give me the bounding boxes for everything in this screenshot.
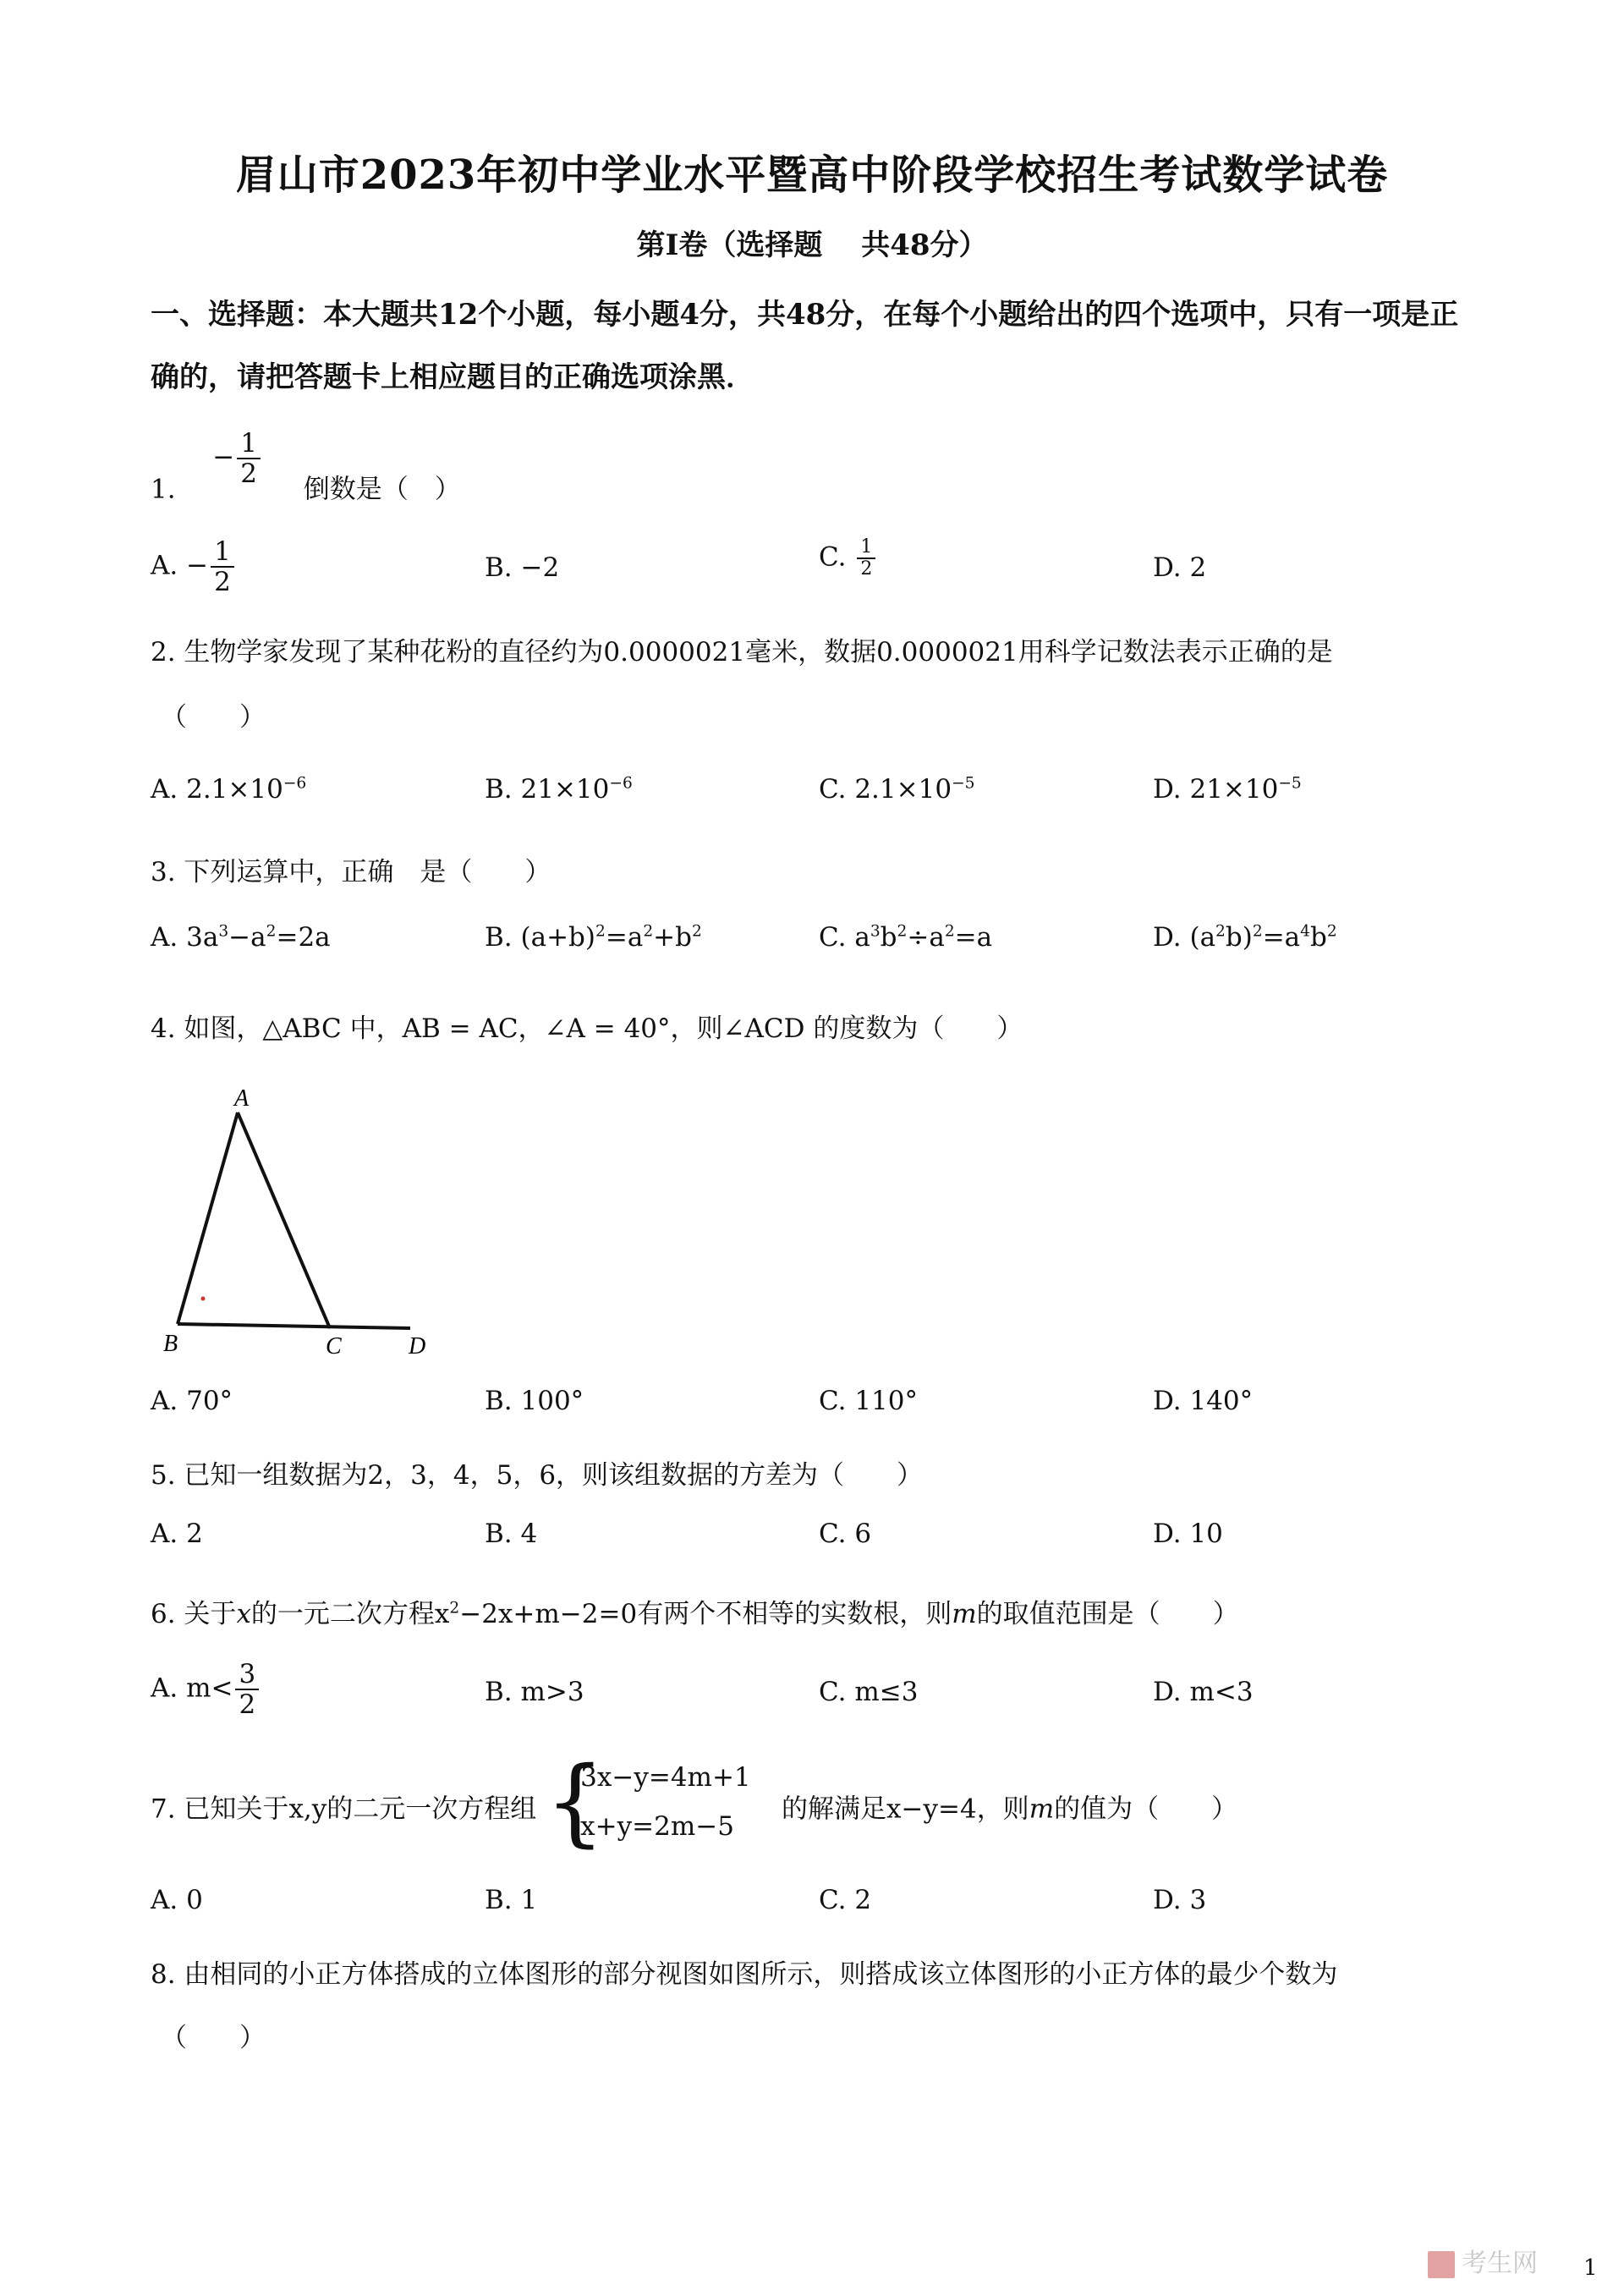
label-b: B — [163, 1331, 178, 1357]
equation-1: 3x−y=4m+1 — [580, 1762, 751, 1793]
option-d: D. 10 — [1153, 1519, 1223, 1549]
question-8-answer-blank: （ ） — [161, 2023, 266, 2053]
question-2-answer-blank: （ ） — [161, 702, 266, 733]
equation-system — [545, 1747, 773, 1857]
question-8: 8. 由相同的小正方体搭成的立体图形的部分视图如图所示，则搭成该立体图形的小正方体的最少个数为 — [151, 1959, 1338, 1990]
option-c: C. $\frac{1}{2}$ — [819, 537, 878, 579]
question-2: 2. 生物学家发现了某种花粉的直径约为0.0000021毫米，数据0.0000021用科学记数法表示正确的是 — [151, 637, 1333, 667]
page-number: 1 — [1583, 2255, 1598, 2281]
question-1-fraction: − $\frac{1}{2}$ — [212, 429, 263, 488]
option-a: A. $2.1\times 10^{-6}$ — [151, 774, 307, 805]
option-b: B. 4 — [485, 1519, 538, 1549]
option-b: B. 100° — [485, 1386, 584, 1416]
page-title: 眉山市2023年初中学业水平暨高中阶段学校招生考试数学试卷 — [235, 151, 1389, 199]
question-number: 1. — [151, 474, 176, 505]
question-5: 5. 已知一组数据为2，3，4，5，6，则该组数据的方差为（ ） — [151, 1460, 924, 1491]
question-6: 6. 关于x的一元二次方程$x^2-2x+m-2=0$有两个不相等的实数根，则m的取值范围是（ ） — [151, 1599, 1239, 1629]
label-d: D — [409, 1333, 426, 1359]
option-a: A. 2 — [151, 1519, 203, 1549]
option-b: B. $21\times 10^{-6}$ — [485, 774, 633, 805]
question-7: 7. 已知关于x,y的二元一次方程组 { 3x−y=4m+1 x+y=2m−5 的解满足x−y=4，则m的值为（ ） — [151, 1747, 1238, 1857]
option-b: B. m>3 — [485, 1677, 584, 1707]
question-1 — [151, 428, 461, 520]
option-a: A. 0 — [151, 1885, 203, 1915]
logo-icon — [1428, 2251, 1455, 2278]
option-a: A. 70° — [151, 1386, 233, 1416]
equation-2: x+y=2m−5 — [580, 1811, 734, 1842]
side-ab — [178, 1112, 238, 1324]
option-b: B. 1 — [485, 1885, 538, 1915]
option-c: C. 6 — [819, 1519, 872, 1549]
option-d: D. $(a^2b)^2=a^4b^2$ — [1153, 922, 1337, 953]
option-d: D. 140° — [1153, 1386, 1254, 1416]
option-a: A. − $\frac{1}{2}$ — [151, 537, 237, 596]
option-d: D. $21\times 10^{-5}$ — [1153, 774, 1302, 805]
option-b: B. −2 — [485, 552, 560, 583]
option-c: C. m≤3 — [819, 1677, 919, 1707]
mark-dot — [201, 1297, 206, 1301]
section-instructions: 一、选择题：本大题共12个小题，每小题4分，共48分，在每个小题给出的四个选项中，只有一项是正确的，请把答题卡上相应题目的正确选项涂黑． — [151, 298, 1459, 394]
line-bd — [178, 1324, 410, 1328]
question-text: 倒数是（ ） — [303, 474, 461, 505]
label-c: C — [326, 1333, 342, 1359]
section-subtitle: 第I卷（选择题 共48分） — [636, 228, 988, 262]
option-d: D. 2 — [1153, 552, 1207, 583]
question-3: 3. 下列运算中，正确 是（ ） — [151, 857, 551, 887]
option-a: A. m< $\frac{3}{2}$ — [151, 1660, 261, 1719]
option-d: D. 3 — [1153, 1885, 1207, 1915]
brace: { — [545, 1747, 606, 1857]
option-c: C. 110° — [819, 1386, 918, 1416]
question-4: 4. 如图，△ABC 中，AB = AC，∠A = 40°，则∠ACD 的度数为（ ） — [151, 1013, 1023, 1044]
side-ac — [238, 1112, 330, 1328]
option-c: C. $2.1\times 10^{-5}$ — [819, 774, 975, 805]
option-b: B. $(a+b)^2=a^2+b^2$ — [485, 922, 702, 953]
option-c: C. $a^3b^2\div a^2=a$ — [819, 922, 993, 953]
option-d: D. m<3 — [1153, 1677, 1254, 1707]
option-a: A. $3a^3-a^2=2a$ — [151, 922, 331, 953]
label-a: A — [234, 1087, 250, 1112]
option-c: C. 2 — [819, 1885, 872, 1915]
triangle-figure — [156, 1087, 444, 1362]
watermark-logo: 考生网 — [1428, 2242, 1538, 2279]
